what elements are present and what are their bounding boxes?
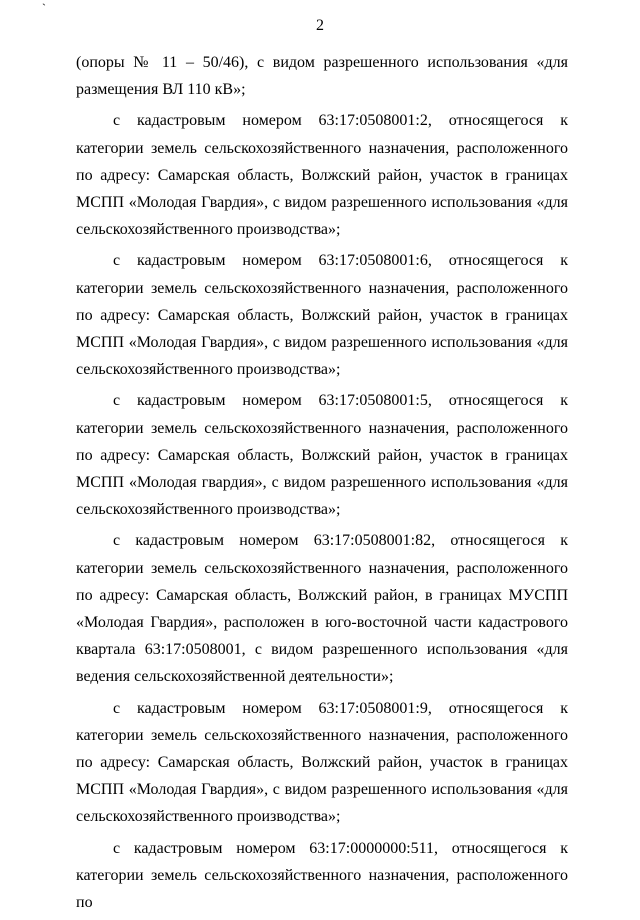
paragraph-continuation: (опоры № 11 – 50/46), с видом разрешенного использования «для размещения ВЛ 110 кВ»; (76, 54, 568, 99)
paragraph-parcel-63-17-0508001-6: с кадастровым номером 63:17:0508001:6, относящегося к категории земель сельскохозяйственного назначения, расположенного по адресу: Самарская область, Волжский район, участок в границах МСПП «Молодая Гвардия», с видом разрешенного использования «для сельскохозяйственного производства»; (76, 252, 568, 379)
paragraph-parcel-63-17-0508001-82: с кадастровым номером 63:17:0508001:82, относящегося к категории земель сельскохозяйственного назначения, расположенного по адресу: Самарская область, Волжский район, в границах МУСПП «Молодая Гвардия», расположен в юго-восточной части кадастрового квартала 63:17:0508001, с видом разрешенного использования «для ведения сельскохозяйственной деятельности»; (76, 532, 568, 686)
scan-mark: ` (42, 1, 46, 15)
paragraph-parcel-63-17-0508001-2: с кадастровым номером 63:17:0508001:2, относящегося к категории земель сельскохозяйственного назначения, расположенного по адресу: Самарская область, Волжский район, участок в границах МСПП «Молодая Гвардия», с видом разрешенного использования «для сельскохозяйственного производства»; (76, 112, 568, 239)
paragraph-parcel-63-17-0508001-5: с кадастровым номером 63:17:0508001:5, относящегося к категории земель сельскохозяйственного назначения, расположенного по адресу: Самарская область, Волжский район, участок в границах МСПП «Молодая гвардия», с видом разрешенного использования «для сельскохозяйственного производства»; (76, 392, 568, 519)
paragraph-parcel-63-17-0000000-511: с кадастровым номером 63:17:0000000:511, относящегося к категории земель сельскохозяйственного назначения, расположенного по (76, 839, 568, 912)
page-number: 2 (316, 17, 324, 34)
document-body (76, 49, 568, 920)
paragraph-parcel-63-17-0508001-9: с кадастровым номером 63:17:0508001:9, относящегося к категории земель сельскохозяйственного назначения, расположенного по адресу: Самарская область, Волжский район, участок в границах МСПП «Молодая Гвардия», с видом разрешенного использования «для сельскохозяйственного производства»; (76, 699, 568, 826)
